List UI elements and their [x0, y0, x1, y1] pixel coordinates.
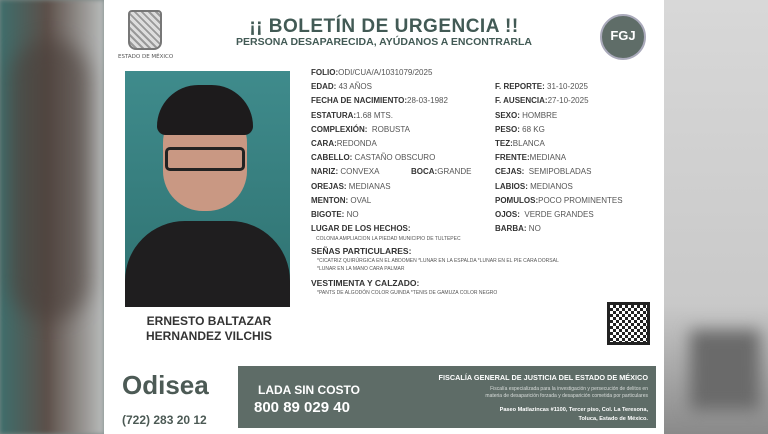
- field-label: CEJAS:: [495, 167, 525, 177]
- field-label: BOCA:: [411, 167, 438, 177]
- field-complexion: [311, 125, 410, 134]
- field-label: NARIZ:: [311, 167, 339, 177]
- field-pomulos: [495, 196, 623, 205]
- org-address1: Paseo Matlazincas #1100, Tercer piso, Col. La Teresona,: [499, 407, 648, 413]
- field-value: 68 KG: [519, 124, 545, 134]
- field-value: VERDE GRANDES: [519, 210, 594, 219]
- field-reporte: [495, 82, 588, 91]
- lada-label: LADA SIN COSTO: [258, 383, 361, 397]
- blurred-background-figure: [10, 40, 90, 320]
- odisea-phone: (722) 283 20 12: [122, 413, 207, 427]
- field-barba: [495, 224, 541, 233]
- field-nariz: [311, 167, 379, 176]
- qr-code[interactable]: [607, 302, 650, 345]
- field-label: LUGAR DE LOS HECHOS:: [311, 224, 411, 234]
- field-value: POCO PROMINENTES: [538, 195, 623, 205]
- field-label: CABELLO:: [311, 153, 353, 163]
- person-name-line2: HERNANDEZ VILCHIS: [145, 329, 272, 343]
- field-cara: [311, 139, 377, 148]
- field-label: F. REPORTE:: [495, 82, 545, 92]
- lada-number: 800 89 029 40: [254, 399, 350, 416]
- field-value: 27-10-2025: [547, 96, 589, 106]
- field-label: LABIOS:: [495, 181, 528, 191]
- field-label: MENTON:: [311, 195, 349, 205]
- field-value: MEDIANAS: [346, 181, 391, 191]
- field-folio: [311, 68, 432, 77]
- field-label: F. AUSENCIA:: [495, 96, 548, 106]
- field-value: ODI/CUA/A/1031079/2025: [338, 68, 433, 77]
- field-label: PESO:: [495, 124, 520, 134]
- senas-label: SEÑAS PARTICULARES:: [311, 246, 412, 256]
- field-edad: [311, 82, 372, 91]
- blurred-background-shape: [690, 330, 760, 410]
- field-value: 31-10-2025: [544, 82, 588, 92]
- field-value: HOMBRE: [519, 110, 558, 120]
- field-label: EDAD:: [311, 82, 337, 92]
- field-bigote: [311, 210, 359, 219]
- org-desc1: Fiscalía especializada para la investigación y persecución de delitos en: [490, 386, 648, 392]
- field-nacimiento: [311, 96, 448, 105]
- field-ausencia: [495, 96, 589, 105]
- person-name-line1: ERNESTO BALTAZAR: [146, 314, 272, 328]
- field-label: FECHA DE NACIMIENTO:: [311, 96, 407, 106]
- org-desc2: materia de desaparición forzada y desaparición cometida por particulares: [485, 393, 648, 399]
- field-value: GRANDE: [437, 167, 472, 177]
- field-value: 43 AÑOS: [336, 82, 372, 92]
- field-label: OREJAS:: [311, 181, 347, 191]
- field-label: SEXO:: [495, 110, 520, 120]
- field-label: FRENTE:: [495, 153, 530, 163]
- field-value: CASTAÑO OBSCURO: [352, 153, 436, 163]
- field-orejas: [311, 182, 391, 191]
- field-value: CONVEXA: [338, 167, 380, 177]
- field-label: COMPLEXIÓN:: [311, 124, 368, 134]
- field-tez: [495, 139, 545, 148]
- state-label: ESTADO DE MÉXICO: [118, 54, 174, 60]
- org-name: FISCALÍA GENERAL DE JUSTICIA DEL ESTADO DE MÉXICO: [438, 373, 648, 382]
- odisea-logo: Odisea: [122, 370, 209, 400]
- field-frente: [495, 153, 566, 162]
- missing-person-bulletin: [104, 0, 664, 434]
- footer-contact-box: [238, 366, 656, 428]
- field-peso: [495, 125, 545, 134]
- field-labios: [495, 182, 573, 191]
- field-value: MEDIANOS: [527, 181, 573, 191]
- bulletin-title: ¡¡ BOLETÍN DE URGENCIA !!: [249, 16, 519, 37]
- person-photo: [125, 71, 290, 307]
- senas-line1: *CICATRIZ QUIRÚRGICA EN EL ABDOMEN *LUNAR EN LA ESPALDA *LUNAR EN EL PIE CARA DORSAL: [317, 258, 559, 264]
- field-label: BARBA:: [495, 224, 527, 234]
- org-address2: Toluca, Estado de México.: [578, 416, 648, 422]
- field-label: ESTATURA:: [311, 110, 357, 120]
- field-ojos: [495, 210, 594, 219]
- field-cabello: [311, 153, 435, 162]
- field-value: ROBUSTA: [367, 124, 410, 134]
- field-label: OJOS:: [495, 210, 520, 219]
- field-cejas: [495, 167, 591, 176]
- senas-line2: *LUNAR EN LA MANO CARA PALMAR: [317, 266, 405, 272]
- field-value: BLANCA: [512, 139, 545, 148]
- field-lugar: [311, 224, 411, 233]
- field-value: MEDIANA: [529, 153, 567, 163]
- field-value: 28-03-1982: [407, 96, 448, 106]
- field-label: TEZ:: [495, 139, 513, 148]
- field-sexo: [495, 111, 557, 120]
- fgj-logo: FGJ: [600, 14, 646, 60]
- lugar-value: COLONIA AMPLIACION LA PIEDAD MUNICIPIO DE TULTEPEC: [316, 236, 461, 242]
- field-value: 1.68 MTS.: [356, 110, 393, 120]
- field-value: OVAL: [348, 195, 372, 205]
- vestimenta-line1: *PANTS DE ALGODÓN COLOR GUINDA *TENIS DE GAMUZA COLOR NEGRO: [317, 290, 498, 296]
- field-label: POMULOS:: [495, 195, 539, 205]
- field-value: SEMIPOBLADAS: [524, 167, 592, 177]
- field-value: NO: [526, 224, 541, 234]
- field-menton: [311, 196, 371, 205]
- field-estatura: [311, 111, 393, 120]
- field-value: NO: [344, 210, 359, 219]
- field-boca: [411, 167, 471, 176]
- field-label: CARA:: [311, 139, 337, 148]
- field-label: FOLIO:: [311, 68, 339, 77]
- vestimenta-label: VESTIMENTA Y CALZADO:: [311, 278, 420, 288]
- bulletin-subtitle: PERSONA DESAPARECIDA, AYÚDANOS A ENCONTRARLA: [236, 36, 532, 48]
- field-label: BIGOTE:: [311, 210, 345, 219]
- field-value: REDONDA: [336, 139, 377, 148]
